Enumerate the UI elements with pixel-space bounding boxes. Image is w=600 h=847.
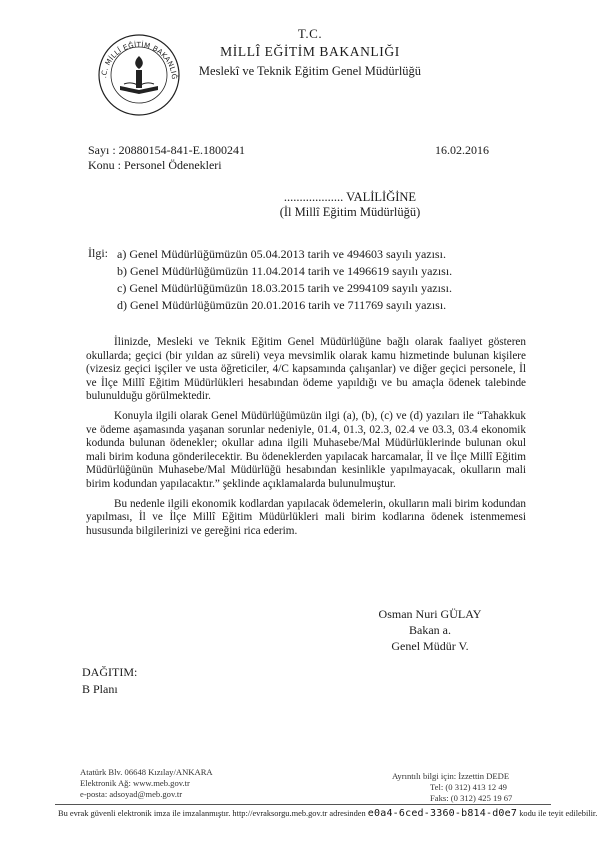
ilgi-list <box>117 246 452 314</box>
letter-body <box>86 336 526 544</box>
body-paragraph: Bu nedenle ilgili ekonomik kodlardan yapılacak ödemelerin, okulların mali birim kodundan yapılması, İl ve İlçe Millî Eğitim Müdürlükleri mali birim kodlarına ödenek istenmemesi hususunda bilgilerinizi ve gereğini rica ederim. <box>86 497 526 537</box>
ilgi-item: a) Genel Müdürlüğümüzün 05.04.2013 tarih ve 494603 sayılı yazısı. <box>117 247 446 261</box>
header-ministry: MİLLÎ EĞİTİM BAKANLIĞI <box>220 44 400 59</box>
footer-web: Elektronik Ağ: www.meb.gov.tr <box>80 778 190 788</box>
signatory-name: Osman Nuri GÜLAY <box>378 607 482 621</box>
addressee-line1: ................... VALİLİĞİNE <box>283 190 417 204</box>
header-department: Meslekî ve Teknik Eğitim Genel Müdürlüğü <box>198 64 422 78</box>
signatory-title-2: Genel Müdür V. <box>391 639 469 653</box>
e-signature-note-text: Bu evrak güvenli elektronik imza ile imzalanmıştır. http://evraksorgu.meb.gov.tr adresinden <box>58 809 366 818</box>
signatory-title-1: Bakan a. <box>409 623 451 637</box>
reference-number: Sayı : 20880154-841-E.1800241 <box>88 143 245 157</box>
footer-fax: Faks: (0 312) 425 19 67 <box>430 793 513 803</box>
footer-email: e-posta: adsoyad@meb.gov.tr <box>80 789 183 799</box>
verification-code: e0a4-6ced-3360-b814-d0e7 <box>367 808 518 819</box>
body-paragraph: İlinizde, Mesleki ve Teknik Eğitim Genel Müdürlüğüne bağlı olarak faaliyet gösteren okullarda; geçici (bir yıldan az süreli) veya mevsimlik olarak kamu hizmetinde bulunan kişilere (vizesiz geçici işçiler ve usta öğreticiler, 4/C kapsamında çalışanlar) ve diğer geçici personele, İl ve İlçe Millî Eğitim Müdürlükleri hesabından ödeme yapıldığı ve bu amaçla ödenek talebinde bulunulduğu görülmektedir. <box>86 336 526 403</box>
distribution-value: B Planı <box>82 682 118 696</box>
ilgi-item: d) Genel Müdürlüğümüzün 20.01.2016 tarih ve 711769 sayılı yazısı. <box>117 298 447 312</box>
e-signature-note-suffix: kodu ile teyit edilebilir. <box>519 809 598 818</box>
distribution-label: DAĞITIM: <box>82 665 138 679</box>
document-date: 16.02.2016 <box>435 143 489 157</box>
footer-address: Atatürk Blv. 06648 Kızılay/ANKARA <box>80 767 213 777</box>
footer-tel: Tel: (0 312) 413 12 49 <box>430 782 507 792</box>
addressee-line2: (İl Millî Eğitim Müdürlüğü) <box>279 205 421 219</box>
body-paragraph: Konuyla ilgili olarak Genel Müdürlüğümüzün ilgi (a), (b), (c) ve (d) yazıları ile “Tahakkuk ve ödeme aşamasında yaşanan sorunlar nedeniyle, 01.4, 01.3, 02.3, 02.4 ve 03.3, 03.4 ekonomik kodunda bulunan ödenekler; okullar adına ilgili Muhasebe/Mal Müdürlüklerinde bulunan okul mali birim koduna gönderilecektir. Bu ödeneklerden yapılacak harcamalar, İl ve İlçe Millî Eğitim Müdürlüğünün Muhasebe/Mal Müdürlüğü hesabından kesinlikle yapılmayacak, okulların mali birim kodundan yapılacaktır.” şeklinde açıklamalarda bulunulmuştur. <box>86 409 526 490</box>
ilgi-item: c) Genel Müdürlüğümüzün 18.03.2015 tarih ve 2994109 sayılı yazısı. <box>117 281 452 295</box>
footer-contact: Ayrıntılı bilgi için: İzzettin DEDE <box>392 771 510 781</box>
footer-address-block <box>80 767 213 800</box>
subject-line: Konu : Personel Ödenekleri <box>88 158 222 172</box>
e-signature-note <box>58 808 598 819</box>
header-tc: T.C. <box>297 26 323 41</box>
footer-contact-block <box>392 771 512 804</box>
ilgi-item: b) Genel Müdürlüğümüzün 11.04.2014 tarih ve 1496619 sayılı yazısı. <box>117 264 453 278</box>
ilgi-label: İlgi: <box>88 246 108 260</box>
svg-text:T.C. MİLLÎ EĞİTİM BAKANLIĞI: .C. MİLLÎ EĞİTİM BAKANLIĞ <box>100 40 179 80</box>
footer-divider <box>55 804 551 805</box>
